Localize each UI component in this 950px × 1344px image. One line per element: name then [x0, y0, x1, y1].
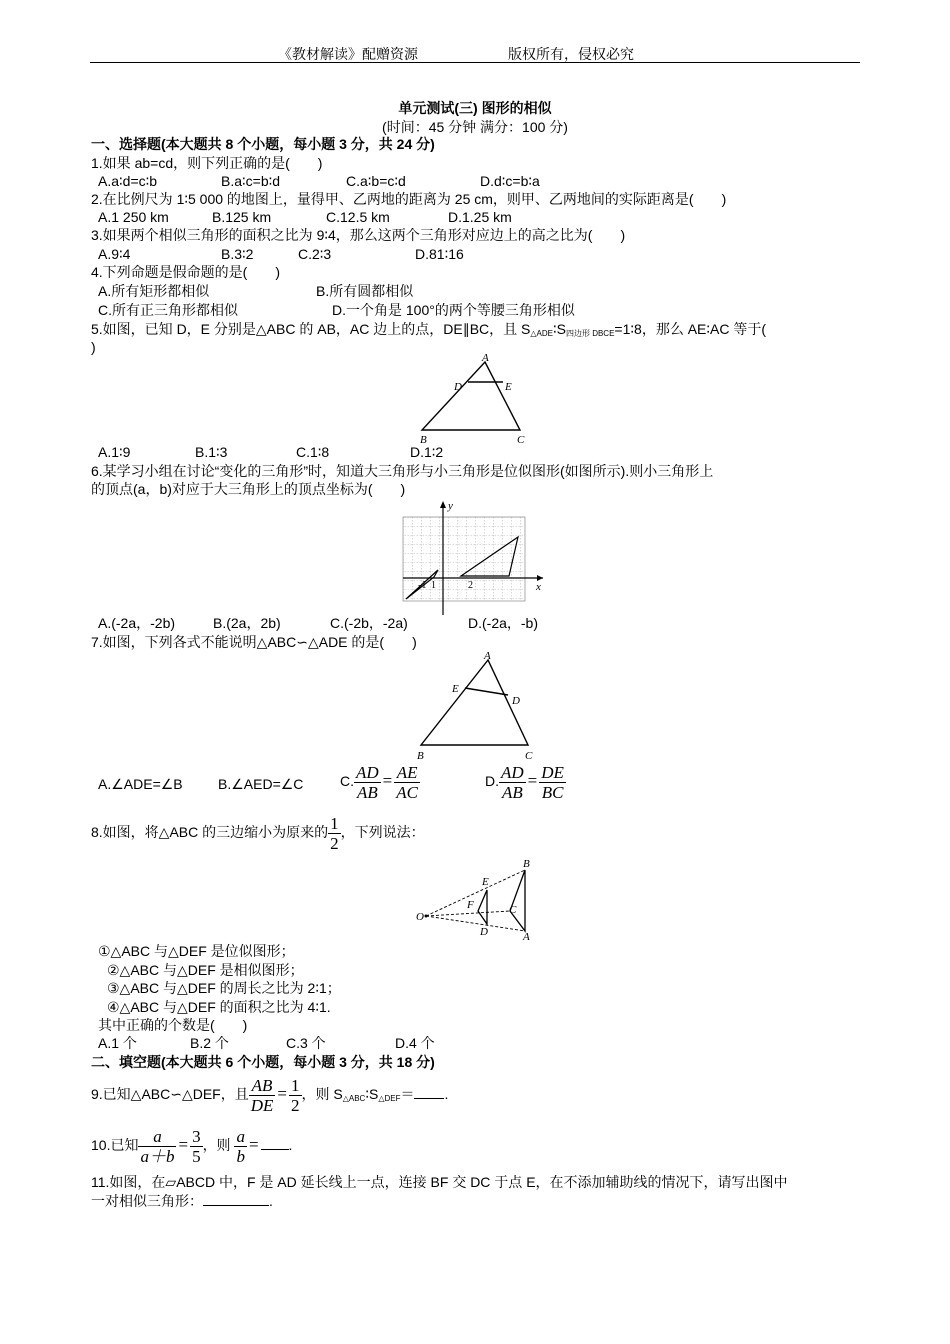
label-a: A: [484, 650, 491, 662]
q2-option-d: D.1.25 km: [448, 209, 512, 225]
q11-answer-blank: [203, 1205, 269, 1206]
q5-stem: 5.如图，已知 D，E 分别是△ABC 的 AB，AC 边上的点，DE∥BC，且 $S_{\triangle ADE}∶S_{四边形 DBCE}=1∶8$，那么 AE∶AC 等于(: [91, 321, 767, 338]
q5-option-d: D.1∶2: [410, 444, 444, 460]
q5-option-c: C.1∶8: [296, 444, 330, 460]
q1-option-c: C.a∶b=c∶d: [346, 173, 406, 189]
q9-stem: 9.已知△ABC∽△DEF，且 $\frac{AB}{DE}$ = $\frac{1}{2}$ ，则 $S_{\triangle ABC}∶S_{\triangle DEF}=$ .: [91, 1076, 449, 1115]
q5-triangle-figure: [410, 352, 540, 446]
q3-option-c: C.2∶3: [298, 246, 332, 262]
header-right: 版权所有，侵权必究: [508, 47, 634, 63]
label-c: C: [525, 750, 533, 762]
q3-option-d: D.81∶16: [415, 246, 464, 262]
label-d: D: [512, 695, 520, 707]
q7-option-a: A.∠ADE=∠B: [98, 776, 183, 792]
q8-statement-2: ②△ABC 与△DEF 是相似图形；: [107, 962, 304, 978]
q4-option-b: B.所有圆都相似: [316, 283, 414, 299]
q2-option-b: B.125 km: [212, 209, 272, 225]
q7-option-d: D. $\frac{AD}{AB}$ = $\frac{DE}{BC}$: [485, 763, 564, 802]
label-e: E: [452, 683, 459, 695]
q8-option-d: D.4 个: [395, 1035, 435, 1051]
q6-stem-1: 6.某学习小组在讨论“变化的三角形”时，知道大三角形与小三角形是位似图形(如图所示).则小三角形上: [91, 463, 714, 479]
q10-answer-blank: [261, 1149, 289, 1150]
label-a: A: [482, 352, 489, 364]
axis-x-label: x: [536, 581, 541, 593]
q6-option-d: D.(-2a，-b): [468, 615, 539, 631]
label-a: A: [523, 931, 530, 943]
q4-option-a: A.所有矩形都相似: [98, 283, 210, 299]
exam-subtitle: (时间：45 分钟 满分：100 分): [382, 119, 568, 135]
label-c: C: [509, 904, 517, 916]
label-c: C: [517, 434, 525, 446]
axis-y-label: y: [448, 500, 453, 512]
label-e: E: [482, 876, 489, 888]
q8-statement-1: ①△ABC 与△DEF 是位似图形；: [98, 943, 295, 959]
label-e: E: [505, 381, 512, 393]
q2-stem: 2.在比例尺为 1∶5 000 的地图上，量得甲、乙两地的距离为 25 cm，则甲、乙两地间的实际距离是( ): [91, 191, 727, 207]
q8-option-c: C.3 个: [286, 1035, 326, 1051]
label-o: O: [416, 911, 424, 923]
q1-option-b: B.a∶c=b∶d: [221, 173, 281, 189]
q7-triangle-figure: [408, 648, 543, 764]
q2-option-a: A.1 250 km: [98, 209, 169, 225]
q5-option-b: B.1∶3: [195, 444, 228, 460]
q5-stem-end: ): [91, 339, 96, 355]
q8-stem: 8.如图，将△ABC 的三边缩小为原来的 $\frac{1}{2}$ ，下列说法：: [91, 814, 425, 853]
q1-stem: 1.如果 ab=cd，则下列正确的是( ): [91, 155, 323, 171]
tick-2: 2: [468, 580, 473, 591]
q6-option-b: B.(2a，2b): [213, 615, 281, 631]
q6-option-a: A.(-2a，-2b): [98, 615, 176, 631]
q6-option-c: C.(-2b，-2a): [330, 615, 408, 631]
exam-title: 单元测试(三) 图形的相似: [398, 100, 552, 116]
q3-stem: 3.如果两个相似三角形的面积之比为 9∶4，那么这两个三角形对应边上的高之比为( ): [91, 227, 626, 243]
q4-stem: 4.下列命题是假命题的是( ): [91, 264, 280, 280]
q8-option-a: A.1 个: [98, 1035, 137, 1051]
label-f: F: [467, 899, 474, 911]
tick-minus-1: -1: [418, 580, 427, 591]
q7-option-b: B.∠AED=∠C: [218, 776, 304, 792]
label-d: D: [480, 926, 488, 938]
page-header: [90, 44, 860, 63]
q1-option-a: A.a∶d=c∶b: [98, 173, 158, 189]
q8-ask: 其中正确的个数是( ): [98, 1017, 248, 1033]
q6-grid-figure: [398, 497, 548, 617]
q11-stem-1: 11.如图，在▱ABCD 中，F 是 AD 延长线上一点，连接 BF 交 DC 于点 E，在不添加辅助线的情况下，请写出图中: [91, 1174, 788, 1190]
label-d: D: [454, 381, 462, 393]
q1-option-d: D.d∶c=b∶a: [480, 173, 540, 189]
q7-stem: 7.如图，下列各式不能说明△ABC∽△ADE 的是( ): [91, 634, 417, 650]
q8-option-b: B.2 个: [190, 1035, 229, 1051]
q4-option-d: D.一个角是 100°的两个等腰三角形相似: [332, 302, 575, 318]
section-1-heading: 一、选择题(本大题共 8 个小题，每小题 3 分，共 24 分): [91, 136, 435, 152]
q8-statement-4: ④△ABC 与△DEF 的面积之比为 4∶1.: [107, 999, 331, 1015]
q3-option-a: A.9∶4: [98, 246, 131, 262]
q10-stem: 10.已知 $\frac{a}{a+b}$ = $\frac{3}{5}$ ，则 $\frac{a}{b}$ = .: [91, 1127, 293, 1166]
q7-option-c: C. $\frac{AD}{AB}$ = $\frac{AE}{AC}$: [340, 763, 418, 802]
q4-option-c: C.所有正三角形都相似: [98, 302, 238, 318]
q6-stem-2: 的顶点(a，b)对应于大三角形上的顶点坐标为( ): [91, 481, 406, 497]
q9-answer-blank: [414, 1098, 444, 1099]
q5-option-a: A.1∶9: [98, 444, 131, 460]
q8-statement-3: ③△ABC 与△DEF 的周长之比为 2∶1；: [107, 980, 341, 996]
label-b: B: [417, 750, 424, 762]
tick-1: 1: [431, 580, 436, 591]
label-b: B: [523, 858, 530, 870]
q2-option-c: C.12.5 km: [326, 209, 390, 225]
header-left: 《教材解读》配赠资源: [278, 47, 418, 63]
label-b: B: [420, 434, 427, 446]
section-2-heading: 二、填空题(本大题共 6 个小题，每小题 3 分，共 18 分): [91, 1054, 435, 1070]
q11-stem-2: 一对相似三角形： .: [91, 1193, 273, 1209]
q8-homothety-figure: [412, 856, 542, 944]
q3-option-b: B.3∶2: [221, 246, 254, 262]
